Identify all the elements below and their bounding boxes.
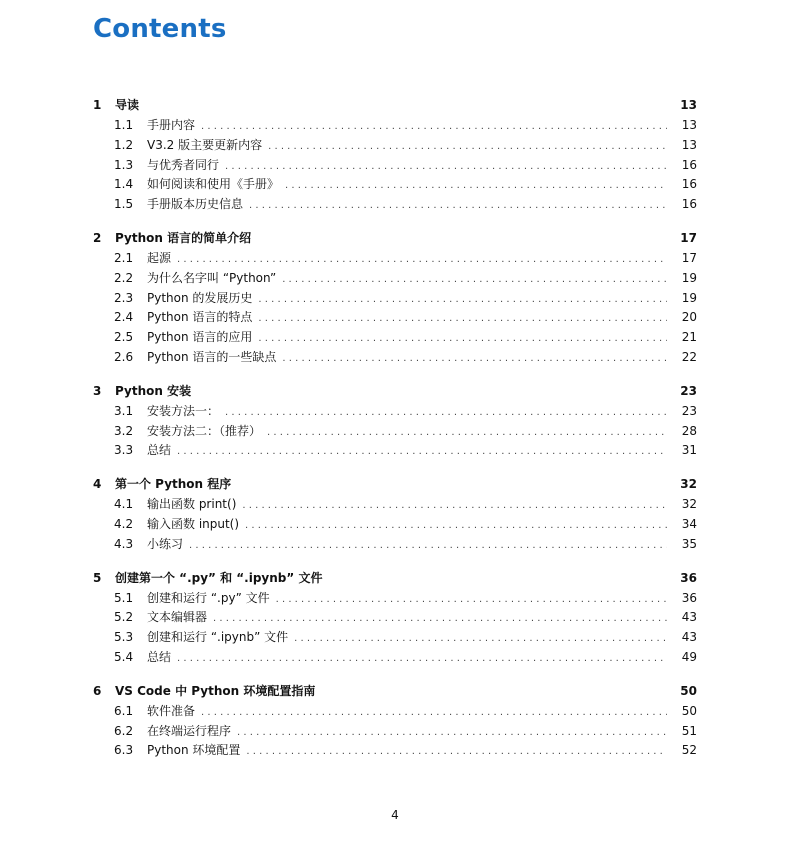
section-title: 软件准备 xyxy=(147,703,196,718)
dot-leader xyxy=(201,707,667,718)
toc-chapter xyxy=(93,475,697,554)
chapter-title: 创建第一个 “.py” 和 “.ipynb” 文件 xyxy=(115,570,323,585)
toc-section-entry[interactable] xyxy=(93,156,697,176)
section-title: 创建和运行 “.ipynb” 文件 xyxy=(147,630,289,645)
section-title: Python 的发展历史 xyxy=(147,290,253,305)
section-number: 6.3 xyxy=(114,743,134,758)
section-page: 13 xyxy=(681,137,697,152)
section-title: Python 环境配置 xyxy=(147,743,241,758)
section-number: 1.1 xyxy=(114,118,134,132)
section-title: V3.2 版主要更新内容 xyxy=(147,137,263,152)
toc-chapter-entry[interactable] xyxy=(93,569,697,587)
section-title: 在终端运行程序 xyxy=(147,723,232,738)
dot-leader xyxy=(285,180,667,191)
chapter-page: 17 xyxy=(680,230,697,245)
dot-leader xyxy=(213,613,667,624)
dot-leader xyxy=(258,294,667,305)
section-number: 4.1 xyxy=(114,497,134,512)
dot-leader xyxy=(225,161,667,172)
dot-leader xyxy=(177,446,667,457)
toc-chapter xyxy=(93,229,697,368)
chapter-number: 4 xyxy=(93,477,102,492)
toc-section-entry[interactable] xyxy=(93,348,697,368)
chapter-number: 5 xyxy=(93,570,102,585)
dot-leader xyxy=(177,653,667,664)
toc-chapter-entry[interactable] xyxy=(93,96,697,114)
chapter-page: 13 xyxy=(680,98,697,112)
section-page: 51 xyxy=(681,723,697,738)
toc-section-entry[interactable] xyxy=(93,249,697,269)
chapter-title: 第一个 Python 程序 xyxy=(115,477,232,492)
section-title: Python 语言的特点 xyxy=(147,310,253,325)
section-page: 16 xyxy=(681,157,697,172)
chapter-page: 50 xyxy=(680,683,697,698)
dot-leader xyxy=(237,727,667,738)
section-number: 1.3 xyxy=(114,157,134,172)
section-number: 2.6 xyxy=(114,349,134,364)
section-page: 16 xyxy=(681,177,697,192)
toc-chapter-entry[interactable] xyxy=(93,475,697,493)
table-of-contents xyxy=(93,96,697,775)
section-number: 4.3 xyxy=(114,536,134,551)
section-page: 19 xyxy=(681,270,697,285)
section-page: 21 xyxy=(681,330,697,345)
section-page: 19 xyxy=(681,290,697,305)
page-number: 4 xyxy=(391,808,399,822)
toc-section-entry[interactable] xyxy=(93,328,697,348)
chapter-page: 23 xyxy=(680,383,697,398)
section-page: 43 xyxy=(681,630,697,645)
toc-chapter-entry[interactable] xyxy=(93,229,697,247)
section-page: 50 xyxy=(681,703,697,718)
toc-section-entry[interactable] xyxy=(93,116,697,136)
toc-section-entry[interactable] xyxy=(93,608,697,628)
section-number: 2.1 xyxy=(114,250,134,265)
section-number: 5.2 xyxy=(114,610,134,625)
dot-leader xyxy=(268,141,667,152)
dot-leader xyxy=(189,540,667,551)
section-number: 6.1 xyxy=(114,703,134,718)
section-title: 总结 xyxy=(147,443,172,458)
section-title: 如何阅读和使用《手册》 xyxy=(147,177,280,192)
section-number: 2.5 xyxy=(114,330,134,345)
toc-section-entry[interactable] xyxy=(93,195,697,215)
section-number: 1.2 xyxy=(114,137,134,152)
section-number: 3.3 xyxy=(114,443,134,458)
dot-leader xyxy=(267,427,667,438)
toc-chapter xyxy=(93,682,697,761)
toc-section-entry[interactable] xyxy=(93,495,697,515)
chapter-number: 1 xyxy=(93,98,102,112)
toc-section-entry[interactable] xyxy=(93,422,697,442)
dot-leader xyxy=(242,500,667,511)
toc-section-entry[interactable] xyxy=(93,289,697,309)
chapter-title: Python 安装 xyxy=(115,383,192,398)
toc-section-entry[interactable] xyxy=(93,648,697,668)
section-title: 创建和运行 “.py” 文件 xyxy=(147,590,270,605)
section-title: 小练习 xyxy=(147,536,184,551)
section-number: 3.2 xyxy=(114,423,134,438)
toc-chapter xyxy=(93,569,697,668)
section-page: 43 xyxy=(681,610,697,625)
chapter-number: 6 xyxy=(93,683,102,698)
section-number: 4.2 xyxy=(114,516,134,531)
section-page: 23 xyxy=(681,403,697,418)
dot-leader xyxy=(249,200,667,211)
section-number: 1.5 xyxy=(114,197,134,212)
toc-section-entry[interactable] xyxy=(93,702,697,722)
chapter-number: 3 xyxy=(93,383,102,398)
dot-leader xyxy=(177,254,667,265)
section-title: 安装方法二：（推荐） xyxy=(147,423,262,438)
section-title: 手册内容 xyxy=(147,118,196,132)
dot-leader xyxy=(246,746,667,757)
section-title: 输出函数 print() xyxy=(147,497,237,512)
toc-section-entry[interactable] xyxy=(93,741,697,761)
section-number: 2.2 xyxy=(114,270,134,285)
section-page: 32 xyxy=(681,497,697,512)
dot-leader xyxy=(282,274,667,285)
chapter-title: VS Code 中 Python 环境配置指南 xyxy=(115,683,316,698)
toc-chapter-entry[interactable] xyxy=(93,682,697,700)
toc-section-entry[interactable] xyxy=(93,628,697,648)
chapter-title: Python 语言的简单介绍 xyxy=(115,230,252,245)
chapter-page: 32 xyxy=(680,477,697,492)
section-title: 与优秀者同行 xyxy=(147,157,220,172)
dot-leader xyxy=(258,313,667,324)
section-number: 1.4 xyxy=(114,177,134,192)
section-title: 为什么名字叫 “Python” xyxy=(147,270,277,285)
section-number: 5.1 xyxy=(114,590,134,605)
toc-section-entry[interactable] xyxy=(93,535,697,555)
toc-chapter xyxy=(93,96,697,215)
toc-chapter xyxy=(93,382,697,461)
section-page: 17 xyxy=(681,250,697,265)
toc-section-entry[interactable] xyxy=(93,589,697,609)
section-page: 34 xyxy=(681,516,697,531)
dot-leader xyxy=(201,121,667,132)
section-number: 5.3 xyxy=(114,630,134,645)
section-title: 起源 xyxy=(147,250,172,265)
dot-leader xyxy=(258,333,667,344)
toc-chapter-entry[interactable] xyxy=(93,382,697,400)
dot-leader xyxy=(225,407,667,418)
toc-section-entry[interactable] xyxy=(93,515,697,535)
section-number: 2.4 xyxy=(114,310,134,325)
section-title: 手册版本历史信息 xyxy=(147,197,244,212)
section-page: 49 xyxy=(681,649,697,664)
section-title: 输入函数 input() xyxy=(147,516,240,531)
section-page: 35 xyxy=(681,536,697,551)
section-number: 5.4 xyxy=(114,649,134,664)
toc-section-entry[interactable] xyxy=(93,308,697,328)
chapter-title: 导读 xyxy=(115,98,140,112)
dot-leader xyxy=(294,633,667,644)
section-page: 16 xyxy=(681,197,697,212)
section-number: 3.1 xyxy=(114,403,134,418)
dot-leader xyxy=(245,520,667,531)
chapter-number: 2 xyxy=(93,230,102,245)
page-title: Contents xyxy=(93,14,227,44)
section-title: 文本编辑器 xyxy=(147,610,208,625)
chapter-page: 36 xyxy=(680,570,697,585)
toc-section-entry[interactable] xyxy=(93,402,697,422)
dot-leader xyxy=(276,594,667,605)
section-page: 13 xyxy=(681,118,697,132)
section-page: 28 xyxy=(681,423,697,438)
section-title: Python 语言的一些缺点 xyxy=(147,349,277,364)
section-number: 2.3 xyxy=(114,290,134,305)
section-title: Python 语言的应用 xyxy=(147,330,253,345)
section-page: 52 xyxy=(681,743,697,758)
toc-section-entry[interactable] xyxy=(93,722,697,742)
section-page: 31 xyxy=(681,443,697,458)
section-number: 6.2 xyxy=(114,723,134,738)
section-page: 36 xyxy=(681,590,697,605)
toc-section-entry[interactable] xyxy=(93,269,697,289)
section-title: 总结 xyxy=(147,649,172,664)
toc-section-entry[interactable] xyxy=(93,175,697,195)
section-page: 20 xyxy=(681,310,697,325)
section-title: 安装方法一： xyxy=(147,403,220,418)
toc-section-entry[interactable] xyxy=(93,136,697,156)
dot-leader xyxy=(282,353,667,364)
section-page: 22 xyxy=(681,349,697,364)
toc-section-entry[interactable] xyxy=(93,441,697,461)
